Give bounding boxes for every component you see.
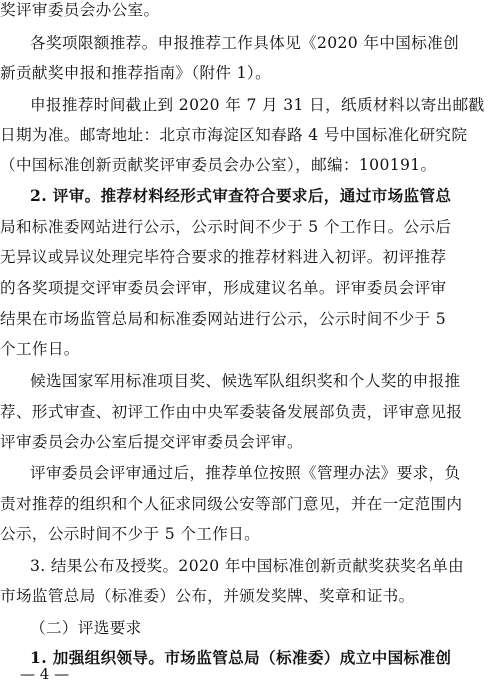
text-line: 评审委员会办公室后提交评审委员会评审。 xyxy=(0,433,303,451)
text-line: 3. 结果公布及授奖。2020 年中国标准创新贡献奖获奖名单由 xyxy=(30,557,464,575)
text-line: 责对推荐的组织和个人征求同级公安等部门意见，并在一定范围内 xyxy=(0,495,463,513)
text-line: 结果在市场监管总局和标准委网站进行公示，公示时间不少于 5 xyxy=(0,310,447,328)
text-line: 2. 评审。推荐材料经形式审查符合要求后，通过市场监管总 xyxy=(30,186,452,205)
page-number: — 4 — xyxy=(20,665,70,683)
text-line: 1. 加强组织领导。市场监管总局（标准委）成立中国标准创 xyxy=(30,648,452,667)
text-line: 日期为准。邮寄地址：北京市海淀区知春路 4 号中国标准化研究院 xyxy=(0,126,468,144)
text-line: 各奖项限额推荐。申报推荐工作具体见《2020 年中国标准创 xyxy=(30,34,460,52)
text-line: 公示，公示时间不少于 5 个工作日。 xyxy=(0,525,261,543)
text-line: 市场监管总局（标准委）公布，并颁发奖牌、奖章和证书。 xyxy=(0,587,415,605)
text-line: 新贡献奖申报和推荐指南》（附件 1）。 xyxy=(0,64,272,82)
text-line: 荐、形式审查、初评工作由中央军委装备发展部负责，评审意见报 xyxy=(0,403,463,421)
text-line: 个工作日。 xyxy=(0,340,80,358)
text-line: 候选国家军用标准项目奖、候选军队组织奖和个人奖的申报推 xyxy=(30,372,461,390)
section-heading: （二）评选要求 xyxy=(30,619,142,637)
text-line: （中国标准创新贡献奖评审委员会办公室），邮编：100191。 xyxy=(0,156,437,174)
text-line: 申报推荐时间截止到 2020 年 7 月 31 日，纸质材料以寄出邮戳 xyxy=(30,96,485,114)
text-line: 奖评审委员会办公室。 xyxy=(0,1,160,19)
text-line: 评审委员会评审通过后，推荐单位按照《管理办法》要求，负 xyxy=(30,464,461,482)
text-line: 无异议或异议处理完毕符合要求的推荐材料进入初评。初评推荐 xyxy=(0,248,447,266)
text-line: 的各奖项提交评审委员会评审，形成建议名单。评审委员会评审 xyxy=(0,279,447,297)
text-line: 局和标准委网站进行公示，公示时间不少于 5 个工作日。公示后 xyxy=(0,218,452,236)
